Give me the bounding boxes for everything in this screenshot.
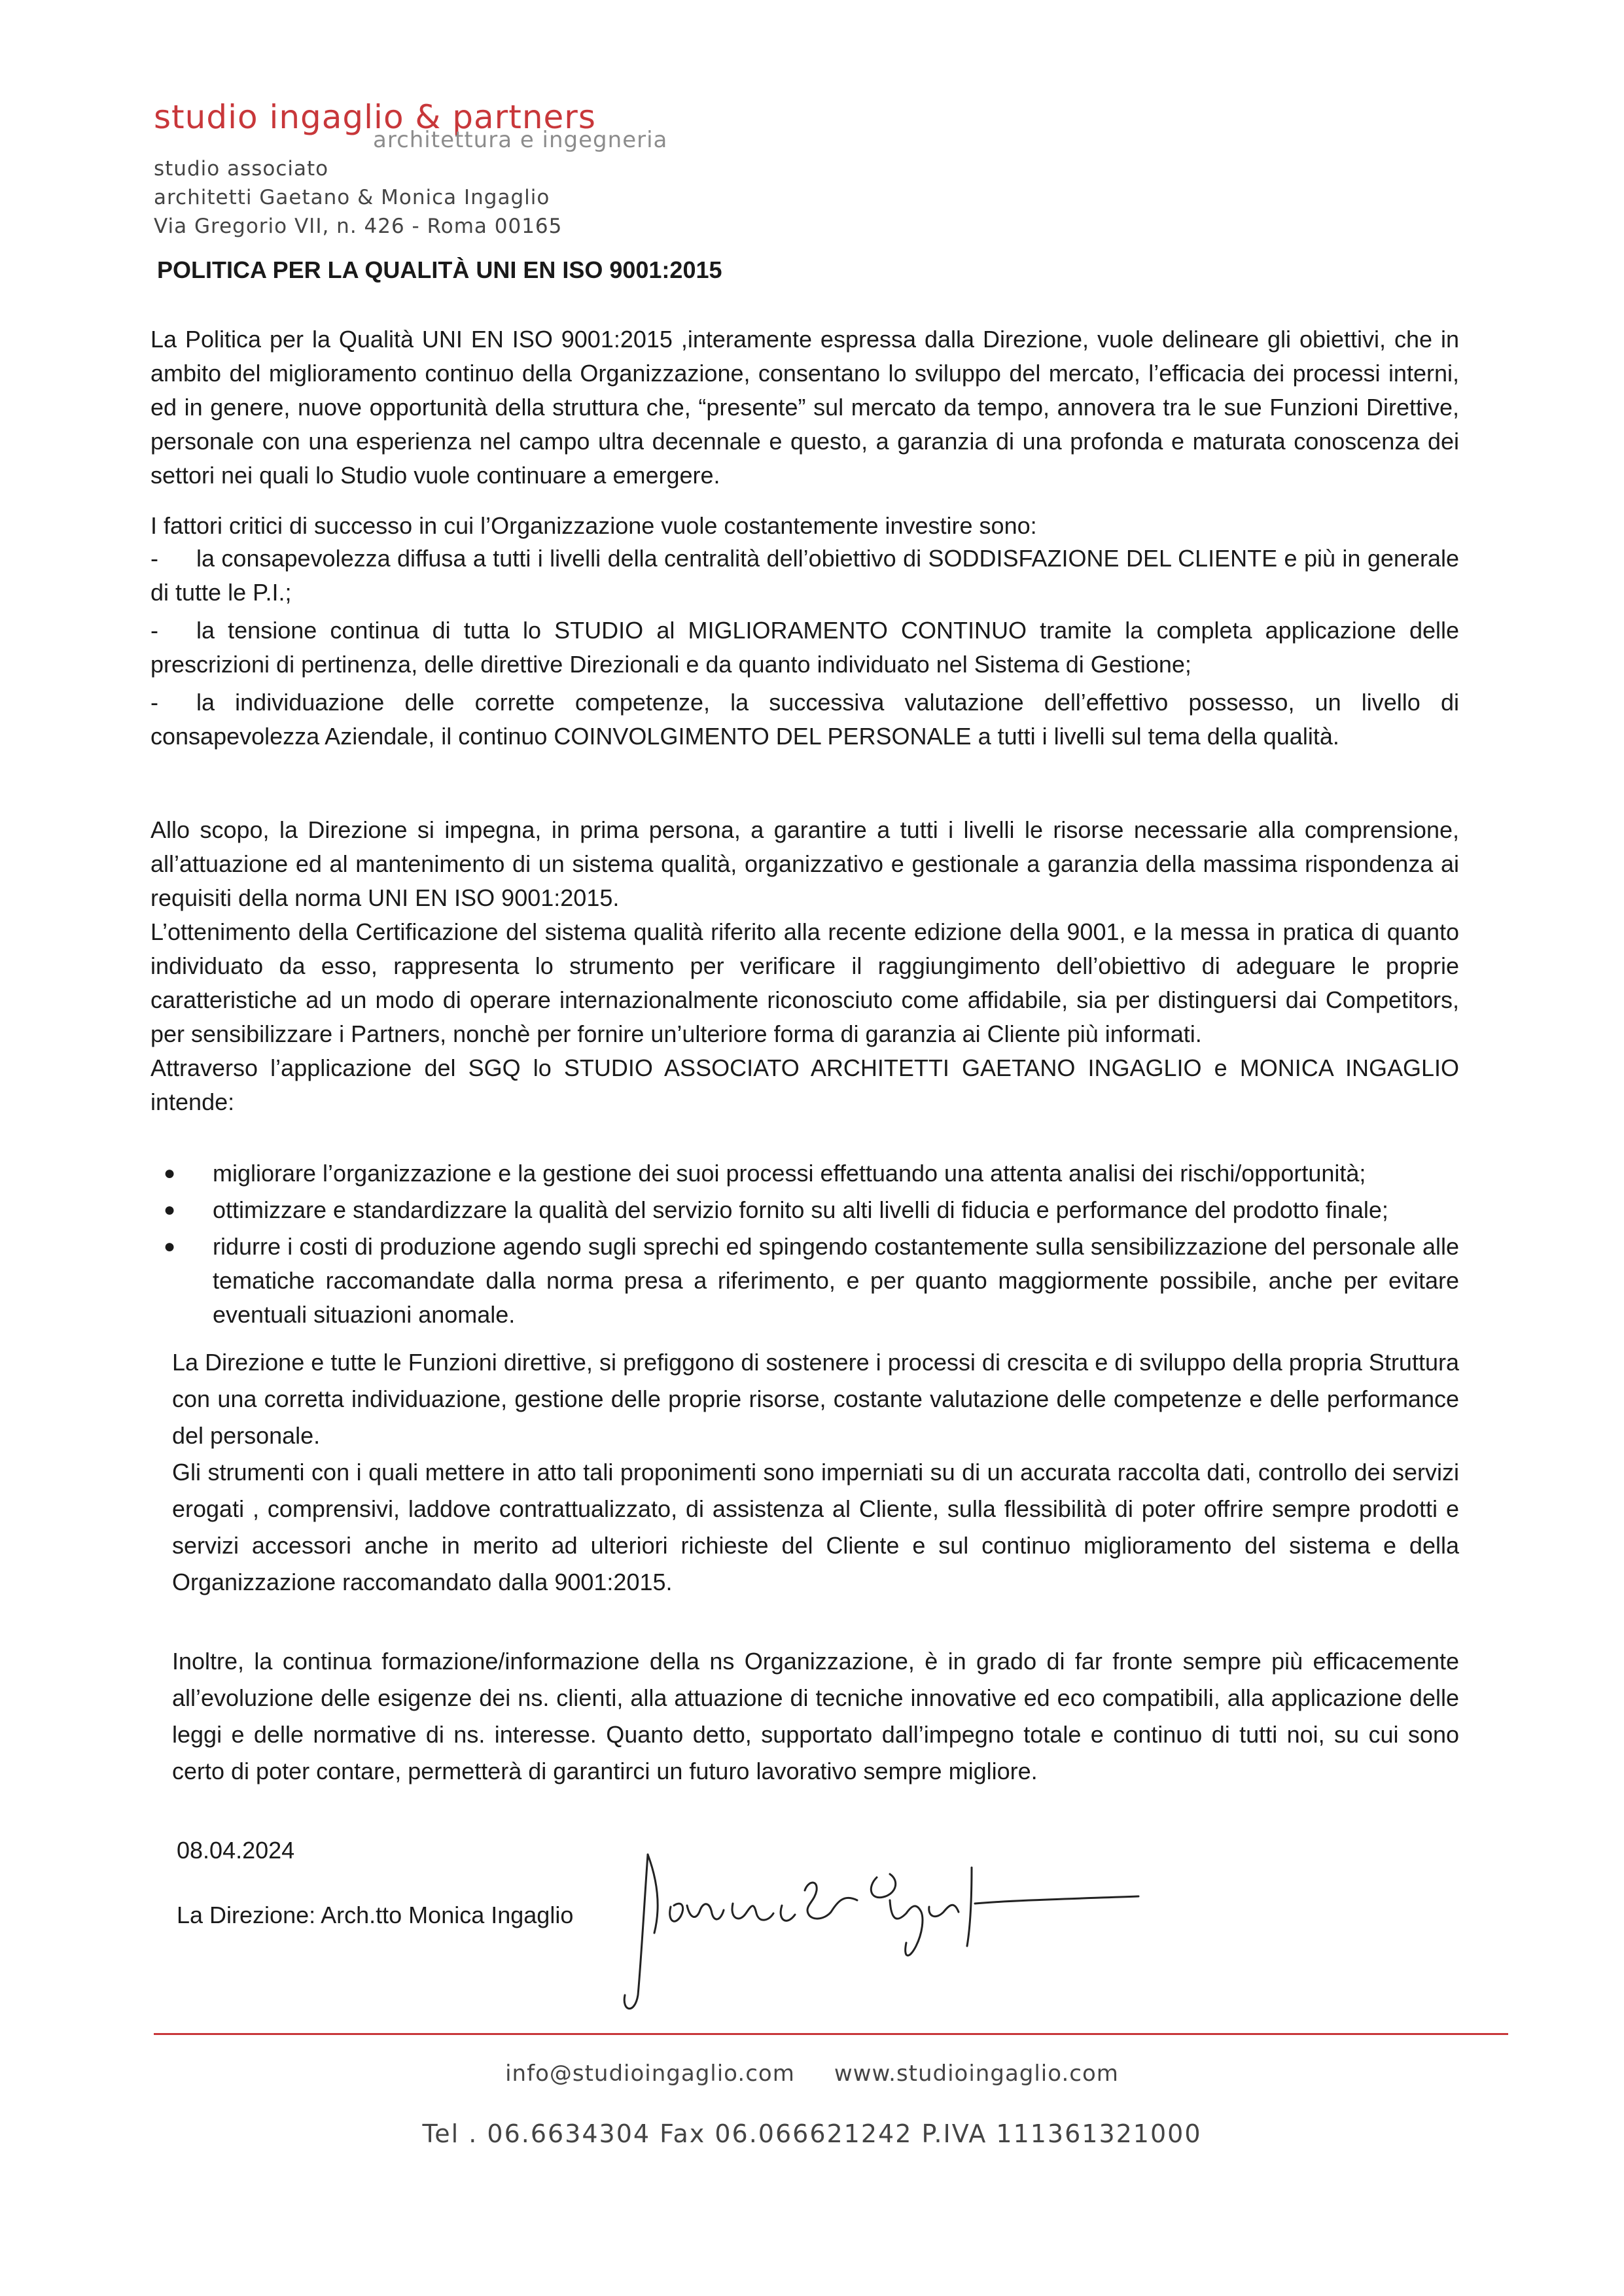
- brand-subtitle: architettura e ingegneria: [373, 127, 668, 153]
- dash-marker: -: [150, 689, 158, 716]
- list-item: [150, 1157, 1459, 1191]
- footer-email: info@studioingaglio.com: [505, 2061, 795, 2087]
- list-item-text: ottimizzare e standardizzare la qualità del servizio fornito su alti livelli di fiducia e performance del prodotto finale;: [213, 1196, 1388, 1223]
- critical-factors-intro: I fattori critici di successo in cui l’Organizzazione vuole costantemente investire sono:: [150, 512, 1037, 539]
- handwritten-signature: [609, 1828, 1145, 2028]
- intro-text: La Politica per la Qualità UNI EN ISO 9001:2015 ,interamente espressa dalla Direzione, vuole delineare gli obiettivi, che in ambito del miglioramento continuo della Organizzazione, consentano lo sviluppo del mercato, l’efficacia dei processi interni, ed in genere, nuove opportunità della struttura che, “presente” sul mercato da tempo, annovera tra le sue Funzioni Direttive, personale con una esperienza nel campo ultra decennale e questo, a garanzia di una profonda e maturata conoscenza dei settori nei quali lo Studio vuole continuare a emergere.: [150, 326, 1459, 489]
- document-date: 08.04.2024: [177, 1837, 295, 1864]
- footer-phone-vat: Tel . 06.6634304 Fax 06.066621242 P.IVA 111361321000: [422, 2119, 1202, 2148]
- dash-marker: -: [150, 617, 158, 644]
- document-title: POLITICA PER LA QUALITÀ UNI EN ISO 9001:2015: [157, 256, 722, 283]
- letterhead: [154, 98, 668, 241]
- critical-factors-list: [150, 542, 1459, 757]
- footer-website: www.studioingaglio.com: [834, 2061, 1119, 2087]
- studio-type: studio associato: [154, 157, 329, 181]
- intro-paragraph: [150, 322, 1459, 493]
- tools-paragraph: Gli strumenti con i quali mettere in atto tali proponimenti sono imperniati su di un accurata raccolta dati, controllo dei servizi erogati , comprensivi, laddove contrattualizzato, di assistenza al Cliente, sulla flessibilità di poter offrire sempre prodotti e servizi accessori anche in merito ad ulteriori richieste del Cliente e sul continuo miglioramento del sistema e della Organizzazione raccomandato dalla 9001:2015.: [172, 1459, 1459, 1595]
- list-item: [150, 614, 1459, 682]
- direction-paragraph: La Direzione e tutte le Funzioni direttive, si prefiggono di sostenere i processi di crescita e di sviluppo della propria Struttura con una corretta individuazione, gestione delle proprie risorse, costante valutazione delle competenze e delle performance del personale.: [172, 1349, 1459, 1449]
- direction-section: [172, 1344, 1459, 1601]
- list-item-text: la tensione continua di tutta lo STUDIO al MIGLIORAMENTO CONTINUO tramite la completa applicazione delle prescrizioni di pertinenza, delle direttive Direzionali e da quanto individuato nel Sistema di Gestione;: [150, 617, 1459, 678]
- brand-name: studio ingaglio & partners: [154, 98, 596, 136]
- studio-address-block: [154, 154, 596, 241]
- footer-web-contacts: [0, 2061, 1624, 2087]
- footer-divider: [154, 2033, 1508, 2035]
- list-item: [150, 1230, 1459, 1332]
- closing-text: Inoltre, la continua formazione/informazione della ns Organizzazione, è in grado di far fronte sempre più efficacemente all’evoluzione delle esigenze dei ns. clienti, alla attuazione di tecniche innovative ed eco compatibili, alla applicazione delle leggi e delle normative di ns. interesse. Quanto detto, supportato dall’impegno totale e continuo di tutti noi, su cui sono certo di poter contare, permetterà di garantirci un futuro lavorativo sempre migliore.: [172, 1648, 1459, 1784]
- list-item-text: migliorare l’organizzazione e la gestione dei suoi processi effettuando una attenta analisi dei rischi/opportunità;: [213, 1160, 1366, 1187]
- list-item-text: la consapevolezza diffusa a tutti i livelli della centralità dell’obiettivo di SODDISFAZIONE DEL CLIENTE e più in generale di tutte le P.I.;: [150, 545, 1459, 606]
- studio-partners: architetti Gaetano & Monica Ingaglio: [154, 186, 550, 209]
- closing-paragraph: [172, 1643, 1459, 1790]
- dash-marker: -: [150, 545, 158, 572]
- studio-address: Via Gregorio VII, n. 426 - Roma 00165: [154, 215, 563, 238]
- list-item: [150, 686, 1459, 754]
- bullet-icon: ●: [164, 1236, 176, 1257]
- commitment-section: [150, 813, 1459, 1119]
- list-item-text: la individuazione delle corrette competenze, la successiva valutazione dell’effettivo possesso, un livello di consapevolezza Aziendale, il continuo COINVOLGIMENTO DEL PERSONALE a tutti i livelli sul tema della qualità.: [150, 689, 1459, 750]
- bullet-icon: ●: [164, 1199, 176, 1221]
- certification-paragraph: L’ottenimento della Certificazione del sistema qualità riferito alla recente edizione della 9001, e la messa in pratica di quanto individuato da esso, rappresenta lo strumento per verificare il raggiungimento dell’obiettivo di adeguare le proprie caratteristiche ad un modo di operare internazionalmente riconosciuto come affidabile, sia per distinguersi dai Competitors, per sensibilizzare i Partners, nonchè per fornire un’ulteriore forma di garanzia ai Cliente più informati.: [150, 918, 1459, 1047]
- commitment-paragraph: Allo scopo, la Direzione si impegna, in prima persona, a garantire a tutti i livelli le risorse necessarie alla comprensione, all’attuazione ed al mantenimento di un sistema qualità, organizzativo e gestionale a garanzia della massima rispondenza ai requisiti della norma UNI EN ISO 9001:2015.: [150, 816, 1459, 911]
- list-item: [150, 542, 1459, 610]
- sgq-intro-paragraph: Attraverso l’applicazione del SGQ lo STUDIO ASSOCIATO ARCHITETTI GAETANO INGAGLIO e MONICA INGAGLIO intende:: [150, 1054, 1459, 1115]
- list-item: [150, 1193, 1459, 1227]
- bullet-icon: ●: [164, 1162, 176, 1184]
- list-item-text: ridurre i costi di produzione agendo sugli sprechi ed spingendo costantemente sulla sensibilizzazione del personale alle tematiche raccomandate dalla norma presa a riferimento, e per quanto maggiormente possibile, anche per evitare eventuali situazioni anomale.: [213, 1233, 1459, 1328]
- objectives-list: [150, 1157, 1459, 1334]
- signatory-line: La Direzione: Arch.tto Monica Ingaglio: [177, 1902, 574, 1928]
